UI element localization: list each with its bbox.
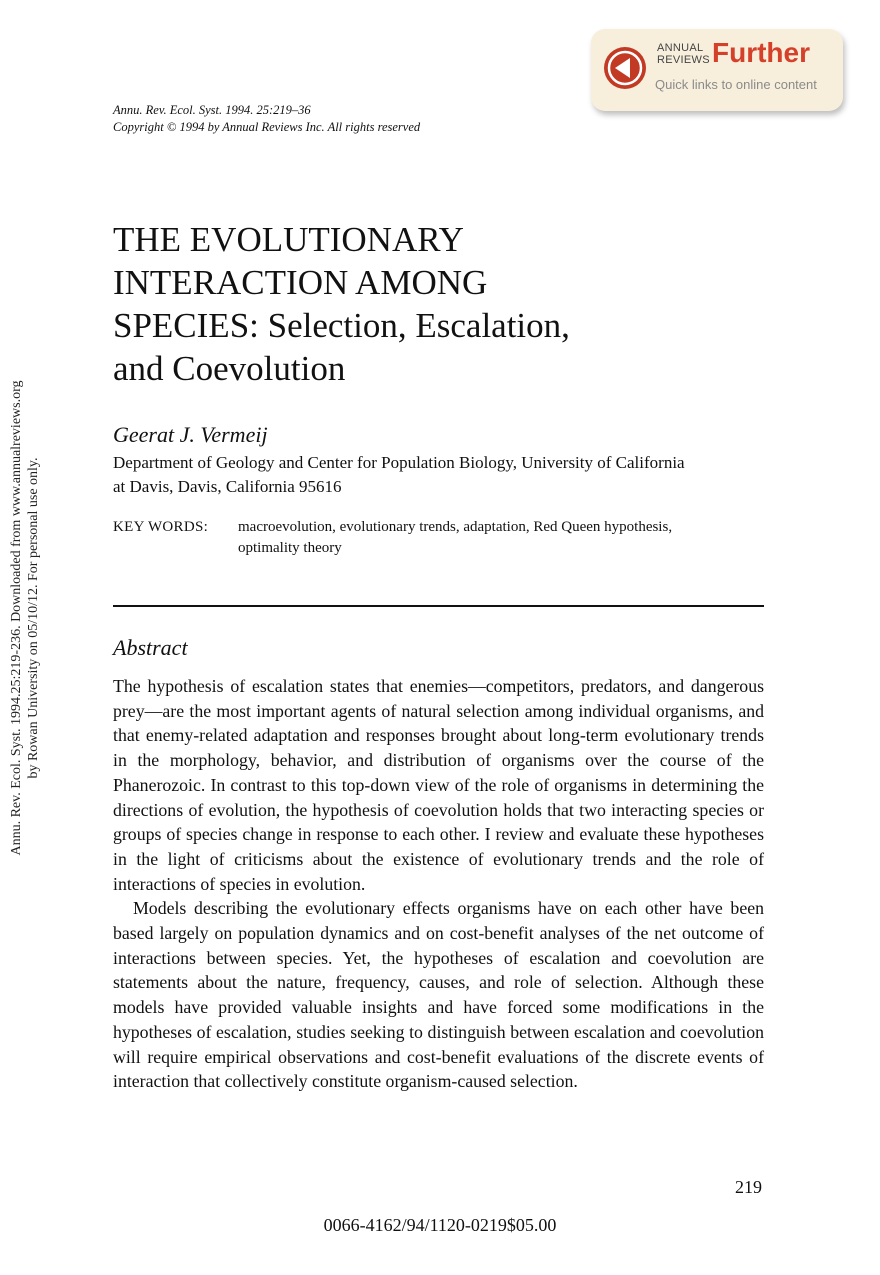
quick-links-label[interactable]: Quick links to online content (655, 77, 817, 92)
title-line-3: SPECIES: Selection, Escalation, (113, 306, 570, 345)
title-line-4: and Coevolution (113, 349, 346, 388)
watermark-line-2: by Rowan University on 05/10/12. For personal use only. (26, 457, 41, 779)
author-affiliation (113, 451, 773, 499)
further-label: Further (712, 37, 810, 68)
author-name: Geerat J. Vermeij (113, 422, 268, 447)
reviews-label: REVIEWS (657, 54, 710, 66)
section-divider (113, 605, 764, 607)
article-title (113, 218, 733, 390)
title-line-1: THE EVOLUTIONARY (113, 220, 464, 259)
keywords-list (238, 517, 758, 559)
page-number: 219 (735, 1177, 762, 1197)
left-arrow-circle-icon[interactable] (603, 46, 647, 90)
keywords-line-1: macroevolution, evolutionary trends, adaptation, Red Queen hypothesis, (238, 519, 673, 535)
price-code: 0066-4162/94/1120-0219$05.00 (323, 1215, 557, 1235)
further-reviews-badge[interactable] (591, 29, 843, 111)
keywords-line-2: optimality theory (238, 540, 342, 556)
journal-citation: Annu. Rev. Ecol. Syst. 1994. 25:219–36 (113, 103, 311, 117)
abstract-paragraph-2: Models describing the evolutionary effects organisms have on each other have been based largely on population dynamics and on cost-benefit analyses of the net outcome of interactions between species. Yet, the hypotheses of escalation and coevolution are statements about the nature, frequency, causes, and role of selection. Although these models have provided valuable insights and have forced some modifications in the hypotheses of escalation, studies seeking to distinguish between escalation and coevolution will require empirical observations and cost-benefit evaluations of the discrete events of interaction that collectively constitute organism-caused selection. (113, 898, 764, 1092)
download-watermark (8, 318, 42, 918)
abstract-heading: Abstract (113, 635, 188, 660)
watermark-line-1: Annu. Rev. Ecol. Syst. 1994.25:219-236. Downloaded from www.annualreviews.org (9, 380, 24, 856)
abstract-paragraph-1: The hypothesis of escalation states that enemies—competitors, predators, and dangerous prey—are the most important agents of natural selection among individual organisms, and that enemy-related adaptation and responses brought about long-term evolutionary trends in the morphology, behavior, and distribution of organisms over the course of the Phanerozoic. In contrast to this top-down view of the role of organisms in determining the directions of evolution, the hypothesis of coevolution holds that two interacting species or groups of species change in response to each other. I review and evaluate these hypotheses in the light of criticisms about the existence of evolutionary trends and the role of interactions of species in evolution. (113, 676, 764, 894)
copyright-line: Copyright © 1994 by Annual Reviews Inc. All rights reserved (113, 120, 421, 134)
title-line-2: INTERACTION AMONG (113, 263, 488, 302)
abstract-body (113, 674, 764, 1094)
affiliation-line-2: at Davis, Davis, California 95616 (113, 477, 342, 496)
affiliation-line-1: Department of Geology and Center for Population Biology, University of California (113, 453, 685, 472)
keywords-label: KEY WORDS: (113, 519, 209, 535)
annual-label: ANNUAL (657, 42, 704, 54)
